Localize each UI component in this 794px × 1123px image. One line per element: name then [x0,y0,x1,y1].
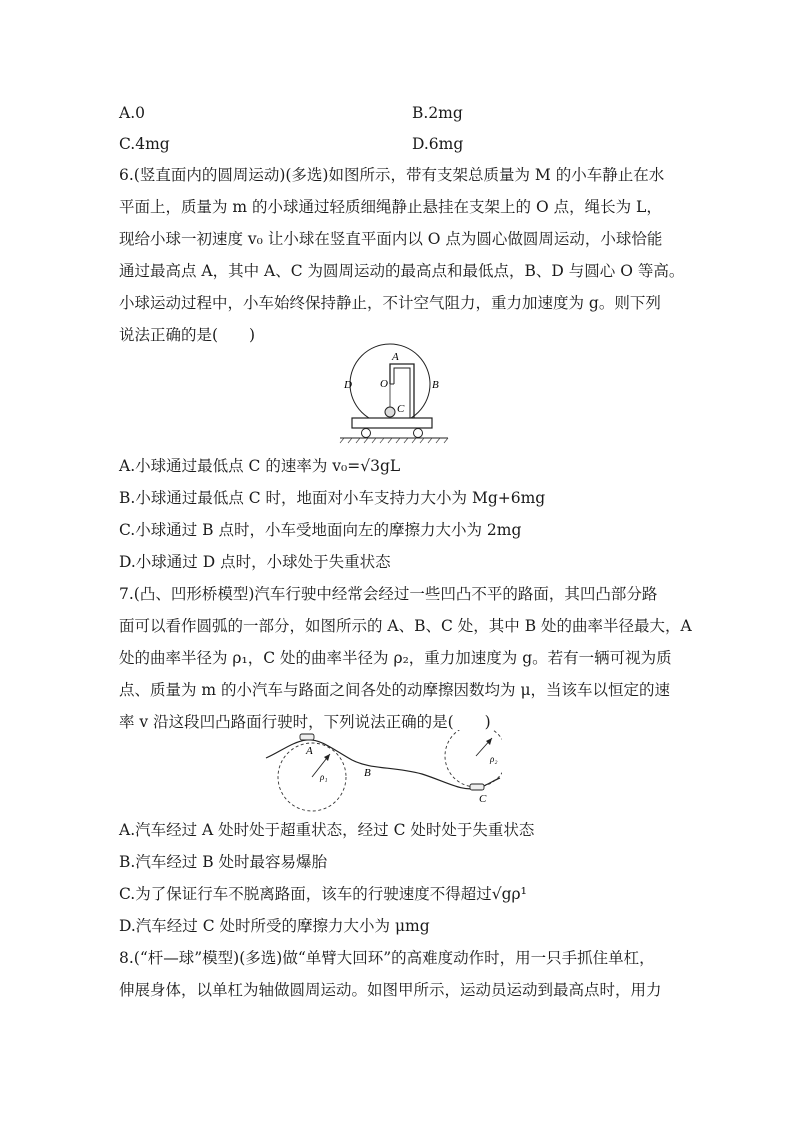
q6-stem-line-5: 小球运动过程中，小车始终保持静止，不计空气阻力，重力加速度为 g。则下列 [119,294,661,312]
car-c [470,784,484,790]
q8-stem-line-2: 伸展身体，以单杠为轴做圆周运动。如图甲所示，运动员运动到最高点时，用力 [119,981,662,999]
car-a [300,734,314,740]
q6-option-c: C.小球通过 B 点时，小车受地面向左的摩擦力大小为 2mg [119,521,522,539]
label-o: O [380,378,388,390]
cart-body [352,418,432,428]
q7-stem-line-2: 面可以看作圆弧的一部分，如图所示的 A、B、C 处，其中 B 处的曲率半径最大，A [119,617,692,635]
q6-stem-line-6: 说法正确的是( ) [119,326,256,344]
q7-option-a: A.汽车经过 A 处时处于超重状态，经过 C 处时处于失重状态 [119,821,535,839]
q5-option-b: B.2mg [412,104,463,122]
label-c: C [397,403,405,415]
label-rho2: ρ₂ [490,754,498,764]
label-d: D [344,379,352,391]
ball [385,407,395,417]
q6-option-a: A.小球通过最低点 C 的速率为 v₀=√3gL [119,457,401,475]
wheel-left [362,429,371,438]
q8-stem-line-1: 8.(“杆—球”模型)(多选)做“单臂大回环”的高难度动作时，用一只手抓住单杠， [119,949,655,967]
q6-stem-line-1: 6.(竖直面内的圆周运动)(多选)如图所示，带有支架总质量为 M 的小车静止在水 [119,166,665,184]
q5-option-c: C.4mg [119,135,170,153]
q7-option-c: C.为了保证行车不脱离路面，该车的行驶速度不得超过√gρ¹ [119,885,527,903]
q6-stem-line-3: 现给小球一初速度 v₀ 让小球在竖直平面内以 O 点为圆心做圆周运动，小球恰能 [119,230,663,248]
label-rho1: ρ₁ [320,772,328,782]
q6-option-d: D.小球通过 D 点时，小球处于失重状态 [119,553,391,571]
q7-stem-line-4: 点、质量为 m 的小汽车与路面之间各处的动摩擦因数均为 μ，当该车以恒定的速 [119,681,671,699]
q6-stem-line-4: 通过最高点 A，其中 A、C 为圆周运动的最高点和最低点，B、D 与圆心 O 等高。 [119,262,685,280]
q7-stem-line-1: 7.(凸、凹形桥模型)汽车行驶中经常会经过一些凹凸不平的路面，其凹凸部分路 [119,585,658,603]
label-a: A [392,351,399,363]
wheel-right [414,429,423,438]
q7-stem-line-5: 率 v 沿这段凹凸路面行驶时，下列说法正确的是( ) [119,713,491,731]
label-b: B [364,767,371,779]
q7-option-b: B.汽车经过 B 处时最容易爆胎 [119,853,328,871]
label-a: A [306,745,313,757]
label-b: B [432,379,439,391]
q7-stem-line-3: 处的曲率半径为 ρ₁，C 处的曲率半径为 ρ₂，重力加速度为 g。若有一辆可视为质 [119,649,672,667]
q7-option-d: D.汽车经过 C 处时所受的摩擦力大小为 μmg [119,917,430,935]
road-surface [266,740,500,789]
q7-road-figure [262,730,502,820]
q6-option-b: B.小球通过最低点 C 时，地面对小车支持力大小为 Mg+6mg [119,489,546,507]
q5-option-a: A.0 [119,104,145,122]
label-c: C [479,793,487,805]
q6-cart-figure [330,342,460,450]
q5-option-d: D.6mg [412,135,464,153]
q6-stem-line-2: 平面上，质量为 m 的小球通过轻质细绳静止悬挂在支架上的 O 点，绳长为 L， [119,198,662,216]
